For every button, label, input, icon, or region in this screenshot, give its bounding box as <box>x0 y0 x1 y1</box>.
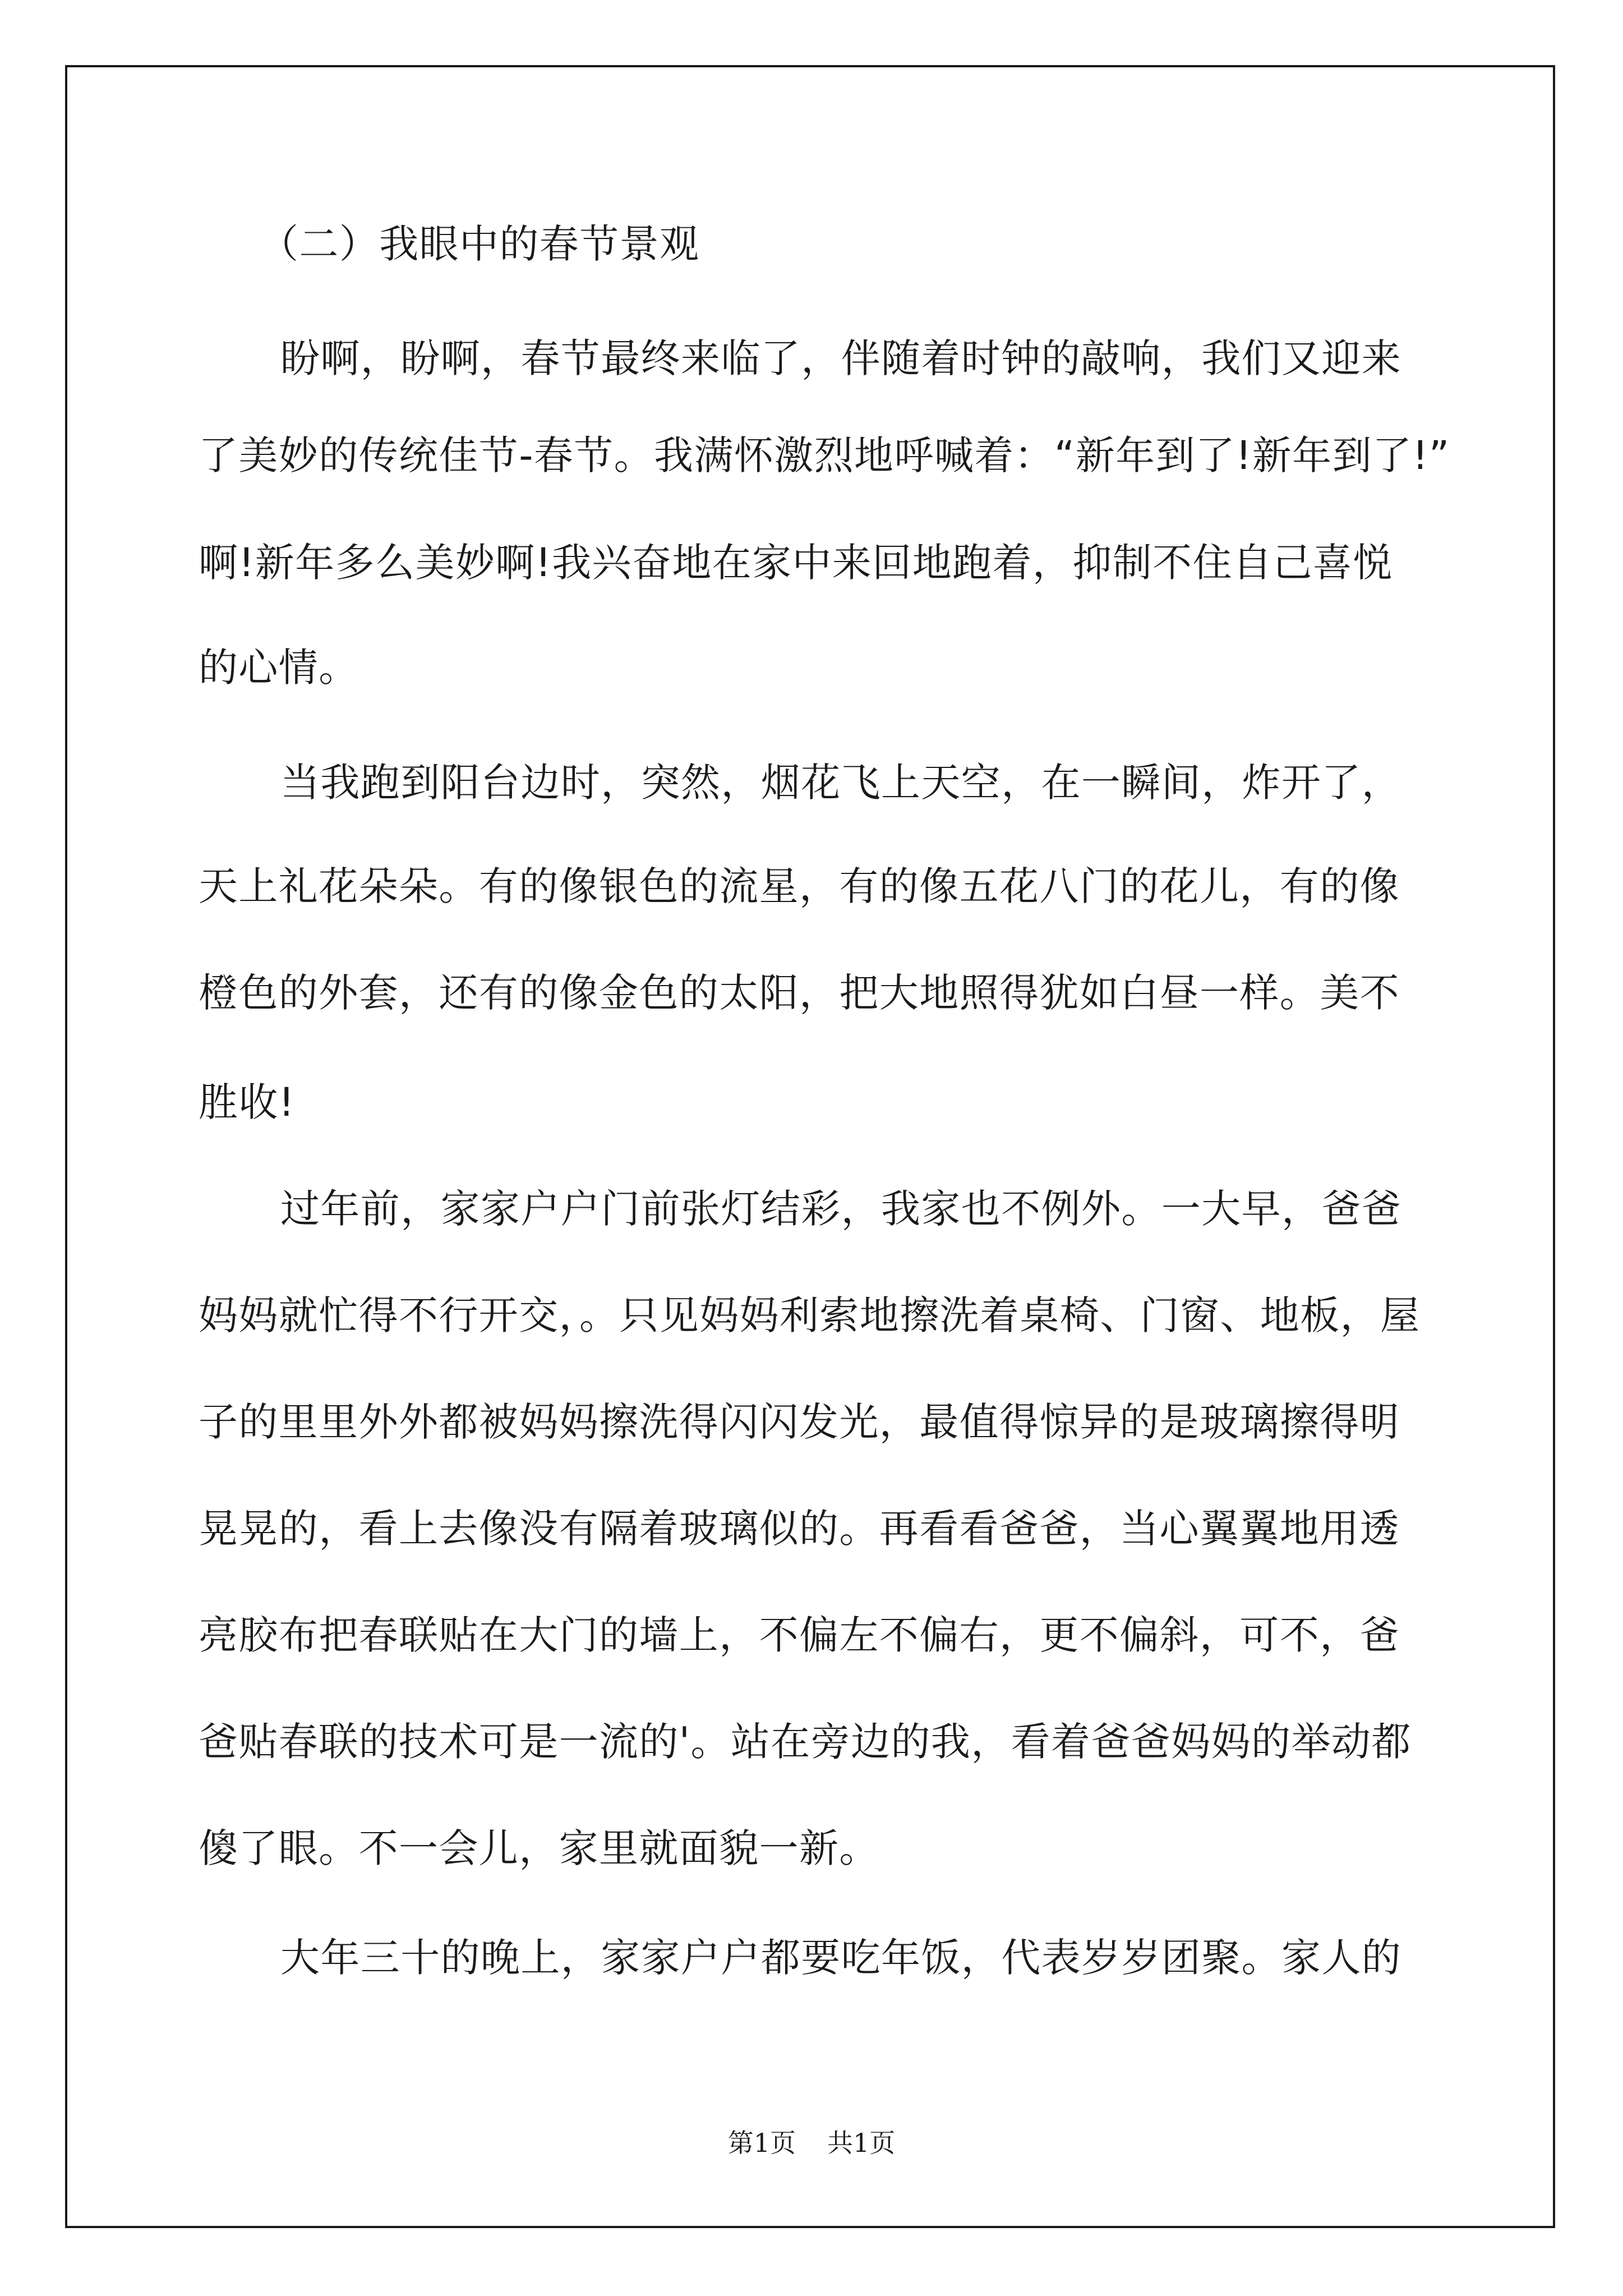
text-line: 傻了眼。不一会儿，家里就面貌一新。 <box>199 1825 879 1871</box>
page-footer <box>0 2130 1623 2156</box>
text-line: 了美妙的传统佳节-春节。我满怀激烈地呼喊着：“新年到了!新年到了!” <box>199 432 1450 478</box>
text-line: 的心情。 <box>199 645 359 691</box>
page-total: 共1页 <box>827 2128 896 2158</box>
text-line: 当我跑到阳台边时，突然，烟花飞上天空，在一瞬间，炸开了， <box>280 760 1402 806</box>
text-line: 爸贴春联的技术可是一流的'。站在旁边的我，看着爸爸妈妈的举动都 <box>199 1719 1412 1765</box>
text-line: 啊!新年多么美妙啊!我兴奋地在家中来回地跑着，抑制不住自己喜悦 <box>199 540 1393 586</box>
text-line: 盼啊，盼啊，春节最终来临了，伴随着时钟的敲响，我们又迎来 <box>280 335 1402 381</box>
text-line: 过年前，家家户户门前张灯结彩，我家也不例外。一大早，爸爸 <box>280 1186 1402 1232</box>
text-line: 天上礼花朵朵。有的像银色的流星，有的像五花八门的花儿，有的像 <box>199 863 1400 909</box>
text-line: 亮胶布把春联贴在大门的墙上，不偏左不偏右，更不偏斜，可不，爸 <box>199 1612 1400 1658</box>
page-border <box>65 65 1555 2228</box>
text-line: 胜收! <box>199 1079 296 1125</box>
text-line: 橙色的外套，还有的像金色的太阳，把大地照得犹如白昼一样。美不 <box>199 970 1400 1016</box>
text-line: 妈妈就忙得不行开交，。只见妈妈利索地擦洗着桌椅、门窗、地板，屋 <box>199 1292 1421 1338</box>
text-line: 晃晃的，看上去像没有隔着玻璃似的。再看看爸爸，当心翼翼地用透 <box>199 1506 1400 1552</box>
page-number: 第1页 <box>727 2128 796 2158</box>
section-heading: （二）我眼中的春节景观 <box>259 221 700 267</box>
text-line: 大年三十的晚上，家家户户都要吃年饭，代表岁岁团聚。家人的 <box>280 1935 1402 1981</box>
text-line: 子的里里外外都被妈妈擦洗得闪闪发光，最值得惊异的是玻璃擦得明 <box>199 1399 1400 1445</box>
